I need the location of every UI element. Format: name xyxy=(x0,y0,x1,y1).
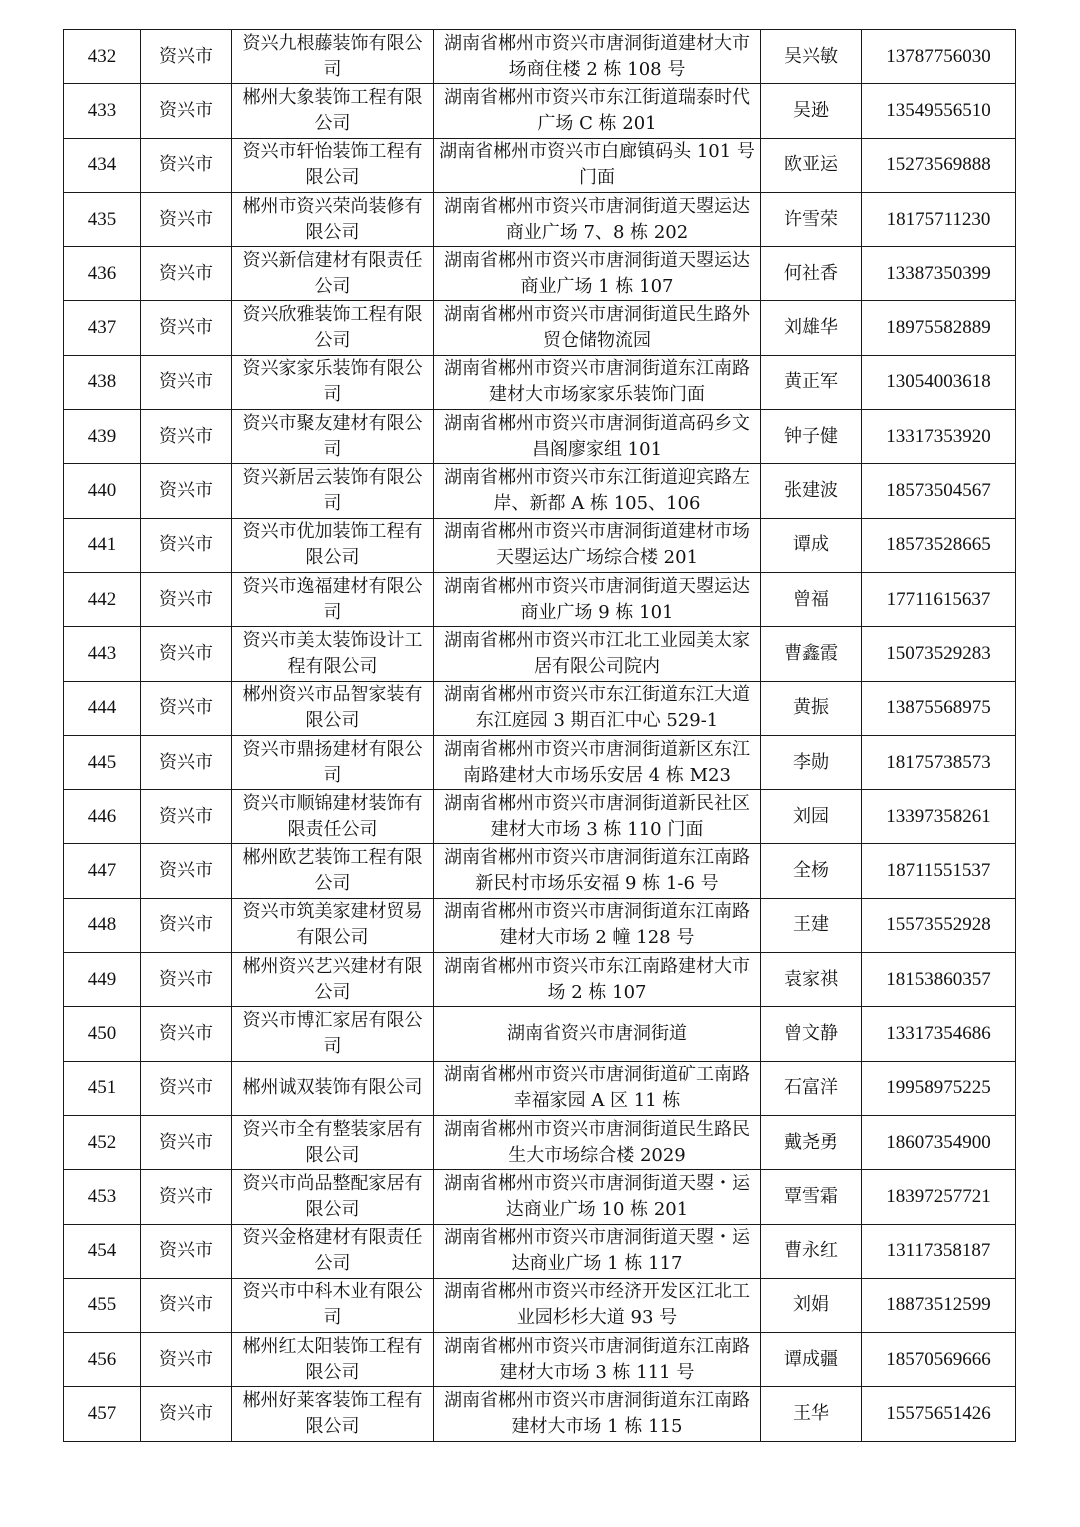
city-cell: 资兴市 xyxy=(141,1224,232,1278)
row-number: 441 xyxy=(64,518,141,572)
table-row xyxy=(64,518,1016,572)
table-row xyxy=(64,1224,1016,1278)
row-number: 446 xyxy=(64,790,141,844)
company-name-cell: 资兴市优加装饰工程有限公司 xyxy=(232,518,434,572)
contact-person-cell: 黄正军 xyxy=(761,355,862,409)
city-cell: 资兴市 xyxy=(141,1278,232,1332)
company-name-cell: 郴州市资兴荣尚装修有限公司 xyxy=(232,192,434,246)
company-name-cell: 资兴九根藤装饰有限公司 xyxy=(232,30,434,84)
contact-person-cell: 戴尧勇 xyxy=(761,1115,862,1169)
company-name-cell: 资兴市轩怡装饰工程有限公司 xyxy=(232,138,434,192)
address-cell: 湖南省郴州市资兴市东江南路建材大市场 2 栋 107 xyxy=(434,953,761,1007)
address-cell: 湖南省郴州市资兴市东江街道瑞泰时代广场 C 栋 201 xyxy=(434,84,761,138)
address-cell: 湖南省郴州市资兴市唐洞街道天曌・运达商业广场 10 栋 201 xyxy=(434,1170,761,1224)
phone-number-cell: 18711551537 xyxy=(862,844,1016,898)
city-cell: 资兴市 xyxy=(141,1333,232,1387)
company-name-cell: 郴州好莱客装饰工程有限公司 xyxy=(232,1387,434,1441)
phone-number-cell: 13317354686 xyxy=(862,1007,1016,1061)
phone-number-cell: 13397358261 xyxy=(862,790,1016,844)
contact-person-cell: 覃雪霜 xyxy=(761,1170,862,1224)
company-name-cell: 郴州大象装饰工程有限公司 xyxy=(232,84,434,138)
phone-number-cell: 13549556510 xyxy=(862,84,1016,138)
phone-number-cell: 18873512599 xyxy=(862,1278,1016,1332)
contact-person-cell: 谭成疆 xyxy=(761,1333,862,1387)
row-number: 455 xyxy=(64,1278,141,1332)
company-name-cell: 郴州资兴艺兴建材有限公司 xyxy=(232,953,434,1007)
city-cell: 资兴市 xyxy=(141,627,232,681)
phone-number-cell: 18570569666 xyxy=(862,1333,1016,1387)
table-row xyxy=(64,1170,1016,1224)
row-number: 436 xyxy=(64,247,141,301)
row-number: 451 xyxy=(64,1061,141,1115)
contact-person-cell: 曾文静 xyxy=(761,1007,862,1061)
phone-number-cell: 18175738573 xyxy=(862,735,1016,789)
city-cell: 资兴市 xyxy=(141,572,232,626)
city-cell: 资兴市 xyxy=(141,1387,232,1441)
address-cell: 湖南省郴州市资兴市江北工业园美太家居有限公司院内 xyxy=(434,627,761,681)
phone-number-cell: 18153860357 xyxy=(862,953,1016,1007)
address-cell: 湖南省郴州市资兴市唐洞街道新民社区建材大市场 3 栋 110 门面 xyxy=(434,790,761,844)
city-cell: 资兴市 xyxy=(141,355,232,409)
city-cell: 资兴市 xyxy=(141,898,232,952)
city-cell: 资兴市 xyxy=(141,464,232,518)
row-number: 445 xyxy=(64,735,141,789)
city-cell: 资兴市 xyxy=(141,1007,232,1061)
address-cell: 湖南省郴州市资兴市东江街道东江大道东江庭园 3 期百汇中心 529-1 xyxy=(434,681,761,735)
company-name-cell: 资兴市顺锦建材装饰有限责任公司 xyxy=(232,790,434,844)
contact-person-cell: 欧亚运 xyxy=(761,138,862,192)
address-cell: 湖南省郴州市资兴市白廊镇码头 101 号门面 xyxy=(434,138,761,192)
row-number: 454 xyxy=(64,1224,141,1278)
company-name-cell: 资兴市逸福建材有限公司 xyxy=(232,572,434,626)
table-row xyxy=(64,192,1016,246)
phone-number-cell: 13787756030 xyxy=(862,30,1016,84)
table-row xyxy=(64,247,1016,301)
company-name-cell: 资兴家家乐装饰有限公司 xyxy=(232,355,434,409)
table-row xyxy=(64,898,1016,952)
contact-person-cell: 曹鑫霞 xyxy=(761,627,862,681)
row-number: 438 xyxy=(64,355,141,409)
table-row xyxy=(64,1115,1016,1169)
row-number: 450 xyxy=(64,1007,141,1061)
address-cell: 湖南省郴州市资兴市唐洞街道东江南路建材大市场 1 栋 115 xyxy=(434,1387,761,1441)
contact-person-cell: 吴逊 xyxy=(761,84,862,138)
contact-person-cell: 何社香 xyxy=(761,247,862,301)
table-row xyxy=(64,1333,1016,1387)
company-name-cell: 资兴新居云装饰有限公司 xyxy=(232,464,434,518)
phone-number-cell: 18607354900 xyxy=(862,1115,1016,1169)
contact-person-cell: 黄振 xyxy=(761,681,862,735)
city-cell: 资兴市 xyxy=(141,735,232,789)
table-row xyxy=(64,355,1016,409)
contact-person-cell: 曹永红 xyxy=(761,1224,862,1278)
row-number: 434 xyxy=(64,138,141,192)
row-number: 449 xyxy=(64,953,141,1007)
city-cell: 资兴市 xyxy=(141,790,232,844)
company-name-cell: 资兴新信建材有限责任公司 xyxy=(232,247,434,301)
table-row xyxy=(64,1278,1016,1332)
city-cell: 资兴市 xyxy=(141,192,232,246)
address-cell: 湖南省郴州市资兴市唐洞街道高码乡文昌阁廖家组 101 xyxy=(434,410,761,464)
address-cell: 湖南省郴州市资兴市唐洞街道建材大市场商住楼 2 栋 108 号 xyxy=(434,30,761,84)
contact-person-cell: 吴兴敏 xyxy=(761,30,862,84)
table-row xyxy=(64,30,1016,84)
phone-number-cell: 15273569888 xyxy=(862,138,1016,192)
company-name-cell: 资兴金格建材有限责任公司 xyxy=(232,1224,434,1278)
row-number: 432 xyxy=(64,30,141,84)
company-directory-table xyxy=(63,29,1016,1442)
address-cell: 湖南省资兴市唐洞街道 xyxy=(434,1007,761,1061)
city-cell: 资兴市 xyxy=(141,1170,232,1224)
table-row xyxy=(64,790,1016,844)
phone-number-cell: 15573552928 xyxy=(862,898,1016,952)
city-cell: 资兴市 xyxy=(141,1115,232,1169)
address-cell: 湖南省郴州市资兴市唐洞街道矿工南路幸福家园 A 区 11 栋 xyxy=(434,1061,761,1115)
phone-number-cell: 18975582889 xyxy=(862,301,1016,355)
contact-person-cell: 刘雄华 xyxy=(761,301,862,355)
row-number: 440 xyxy=(64,464,141,518)
company-name-cell: 郴州资兴市品智家装有限公司 xyxy=(232,681,434,735)
company-name-cell: 资兴市博汇家居有限公司 xyxy=(232,1007,434,1061)
city-cell: 资兴市 xyxy=(141,844,232,898)
city-cell: 资兴市 xyxy=(141,138,232,192)
address-cell: 湖南省郴州市资兴市唐洞街道新区东江南路建材大市场乐安居 4 栋 M23 xyxy=(434,735,761,789)
phone-number-cell: 13875568975 xyxy=(862,681,1016,735)
address-cell: 湖南省郴州市资兴市东江街道迎宾路左岸、新都 A 栋 105、106 xyxy=(434,464,761,518)
phone-number-cell: 13117358187 xyxy=(862,1224,1016,1278)
directory-table-container xyxy=(63,29,1015,1442)
table-row xyxy=(64,735,1016,789)
city-cell: 资兴市 xyxy=(141,681,232,735)
company-name-cell: 资兴市鼎扬建材有限公司 xyxy=(232,735,434,789)
contact-person-cell: 许雪荣 xyxy=(761,192,862,246)
row-number: 448 xyxy=(64,898,141,952)
company-name-cell: 郴州欧艺装饰工程有限公司 xyxy=(232,844,434,898)
address-cell: 湖南省郴州市资兴市唐洞街道天曌运达商业广场 1 栋 107 xyxy=(434,247,761,301)
company-name-cell: 资兴市尚品整配家居有限公司 xyxy=(232,1170,434,1224)
contact-person-cell: 王建 xyxy=(761,898,862,952)
city-cell: 资兴市 xyxy=(141,30,232,84)
contact-person-cell: 全杨 xyxy=(761,844,862,898)
address-cell: 湖南省郴州市资兴市唐洞街道东江南路新民村市场乐安福 9 栋 1-6 号 xyxy=(434,844,761,898)
phone-number-cell: 18175711230 xyxy=(862,192,1016,246)
table-row xyxy=(64,84,1016,138)
phone-number-cell: 19958975225 xyxy=(862,1061,1016,1115)
table-row xyxy=(64,1387,1016,1441)
table-row xyxy=(64,627,1016,681)
table-row xyxy=(64,301,1016,355)
phone-number-cell: 13387350399 xyxy=(862,247,1016,301)
contact-person-cell: 袁家祺 xyxy=(761,953,862,1007)
phone-number-cell: 18573528665 xyxy=(862,518,1016,572)
table-row xyxy=(64,1007,1016,1061)
city-cell: 资兴市 xyxy=(141,410,232,464)
contact-person-cell: 李勋 xyxy=(761,735,862,789)
table-row xyxy=(64,410,1016,464)
address-cell: 湖南省郴州市资兴市经济开发区江北工业园杉杉大道 93 号 xyxy=(434,1278,761,1332)
table-row xyxy=(64,138,1016,192)
city-cell: 资兴市 xyxy=(141,84,232,138)
row-number: 456 xyxy=(64,1333,141,1387)
row-number: 437 xyxy=(64,301,141,355)
phone-number-cell: 13317353920 xyxy=(862,410,1016,464)
row-number: 442 xyxy=(64,572,141,626)
row-number: 439 xyxy=(64,410,141,464)
table-row xyxy=(64,572,1016,626)
table-row xyxy=(64,953,1016,1007)
address-cell: 湖南省郴州市资兴市唐洞街道东江南路建材大市场 2 幢 128 号 xyxy=(434,898,761,952)
address-cell: 湖南省郴州市资兴市唐洞街道天曌运达商业广场 9 栋 101 xyxy=(434,572,761,626)
table-row xyxy=(64,464,1016,518)
company-name-cell: 资兴市全有整装家居有限公司 xyxy=(232,1115,434,1169)
phone-number-cell: 18573504567 xyxy=(862,464,1016,518)
phone-number-cell: 17711615637 xyxy=(862,572,1016,626)
address-cell: 湖南省郴州市资兴市唐洞街道东江南路建材大市场 3 栋 111 号 xyxy=(434,1333,761,1387)
address-cell: 湖南省郴州市资兴市唐洞街道建材市场天曌运达广场综合楼 201 xyxy=(434,518,761,572)
contact-person-cell: 张建波 xyxy=(761,464,862,518)
contact-person-cell: 石富洋 xyxy=(761,1061,862,1115)
table-row xyxy=(64,844,1016,898)
address-cell: 湖南省郴州市资兴市唐洞街道民生路民生大市场综合楼 2029 xyxy=(434,1115,761,1169)
row-number: 457 xyxy=(64,1387,141,1441)
row-number: 435 xyxy=(64,192,141,246)
table-row xyxy=(64,1061,1016,1115)
row-number: 443 xyxy=(64,627,141,681)
phone-number-cell: 13054003618 xyxy=(862,355,1016,409)
contact-person-cell: 钟子健 xyxy=(761,410,862,464)
table-row xyxy=(64,681,1016,735)
company-name-cell: 资兴市中科木业有限公司 xyxy=(232,1278,434,1332)
contact-person-cell: 刘园 xyxy=(761,790,862,844)
company-name-cell: 郴州红太阳装饰工程有限公司 xyxy=(232,1333,434,1387)
address-cell: 湖南省郴州市资兴市唐洞街道天曌运达商业广场 7、8 栋 202 xyxy=(434,192,761,246)
city-cell: 资兴市 xyxy=(141,247,232,301)
row-number: 444 xyxy=(64,681,141,735)
company-name-cell: 郴州诚双装饰有限公司 xyxy=(232,1061,434,1115)
contact-person-cell: 刘娟 xyxy=(761,1278,862,1332)
contact-person-cell: 谭成 xyxy=(761,518,862,572)
row-number: 447 xyxy=(64,844,141,898)
city-cell: 资兴市 xyxy=(141,1061,232,1115)
phone-number-cell: 18397257721 xyxy=(862,1170,1016,1224)
contact-person-cell: 王华 xyxy=(761,1387,862,1441)
phone-number-cell: 15575651426 xyxy=(862,1387,1016,1441)
phone-number-cell: 15073529283 xyxy=(862,627,1016,681)
address-cell: 湖南省郴州市资兴市唐洞街道东江南路建材大市场家家乐装饰门面 xyxy=(434,355,761,409)
city-cell: 资兴市 xyxy=(141,518,232,572)
row-number: 453 xyxy=(64,1170,141,1224)
row-number: 433 xyxy=(64,84,141,138)
company-name-cell: 资兴市筑美家建材贸易有限公司 xyxy=(232,898,434,952)
address-cell: 湖南省郴州市资兴市唐洞街道民生路外贸仓储物流园 xyxy=(434,301,761,355)
company-name-cell: 资兴市聚友建材有限公司 xyxy=(232,410,434,464)
address-cell: 湖南省郴州市资兴市唐洞街道天曌・运达商业广场 1 栋 117 xyxy=(434,1224,761,1278)
company-name-cell: 资兴市美太装饰设计工程有限公司 xyxy=(232,627,434,681)
row-number: 452 xyxy=(64,1115,141,1169)
company-name-cell: 资兴欣雅装饰工程有限公司 xyxy=(232,301,434,355)
city-cell: 资兴市 xyxy=(141,953,232,1007)
contact-person-cell: 曾福 xyxy=(761,572,862,626)
table-body xyxy=(64,30,1016,1442)
city-cell: 资兴市 xyxy=(141,301,232,355)
